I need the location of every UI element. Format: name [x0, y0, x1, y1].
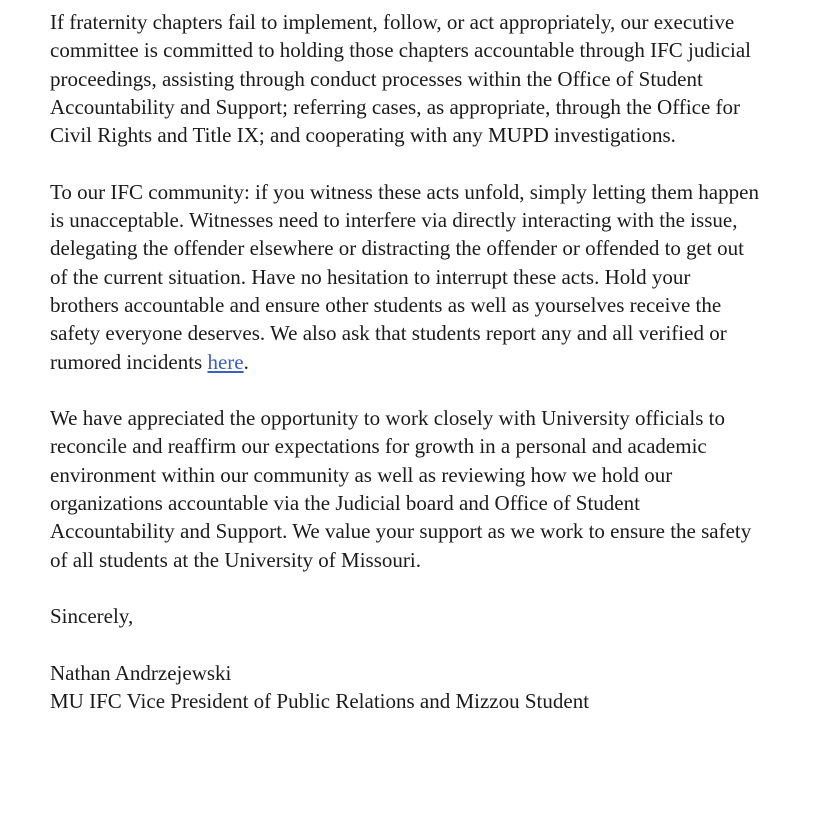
letter-body [50, 8, 790, 715]
text-line: reconcile and reaffirm our expectations for growth in a personal and academic [50, 434, 707, 459]
accountability-paragraph [50, 8, 790, 149]
text-line: organizations accountable via the Judicial board and Office of Student [50, 491, 640, 516]
text-line: environment within our community as well as reviewing how we hold our [50, 462, 673, 487]
signer-name: Nathan Andrzejewski [50, 660, 232, 685]
text-line: To our IFC community: if you witness these acts unfold, simply letting them happen [50, 179, 759, 204]
community-paragraph [50, 178, 790, 376]
text-line: proceedings, assisting through conduct processes within the Office of Student [50, 66, 703, 91]
text-line: safety everyone deserves. We also ask that students report any and all verified or [50, 321, 727, 346]
text-line: Civil Rights and Title IX; and cooperating with any MUPD investigations. [50, 123, 676, 148]
text-line: Accountability and Support; referring cases, as appropriate, through the Office for [50, 94, 741, 119]
text-line: of the current situation. Have no hesitation to interrupt these acts. Hold your [50, 264, 691, 289]
appreciation-paragraph [50, 404, 790, 574]
report-suffix-text: . [243, 349, 249, 374]
text-line: Accountability and Support. We value your support as we work to ensure the safety [50, 519, 752, 544]
text-line: We have appreciated the opportunity to work closely with University officials to [50, 406, 725, 431]
report-prefix-text: rumored incidents [50, 349, 208, 374]
text-line: is unacceptable. Witnesses need to interfere via directly interacting with the issue, [50, 208, 738, 233]
closing-salutation: Sincerely, [50, 604, 134, 629]
text-line: brothers accountable and ensure other students as well as yourselves receive the [50, 292, 722, 317]
report-incidents-link[interactable]: here [207, 349, 244, 374]
text-line-with-link [50, 348, 790, 376]
text-line: committee is committed to holding those chapters accountable through IFC judicial [50, 38, 752, 63]
text-line: delegating the offender elsewhere or distracting the offender or offended to get out [50, 236, 744, 261]
signer-title: MU IFC Vice President of Public Relations and Mizzou Student [50, 689, 590, 714]
signature-block [50, 659, 790, 716]
text-line: of all students at the University of Missouri. [50, 547, 421, 572]
text-line: If fraternity chapters fail to implement, follow, or act appropriately, our executive [50, 10, 735, 34]
